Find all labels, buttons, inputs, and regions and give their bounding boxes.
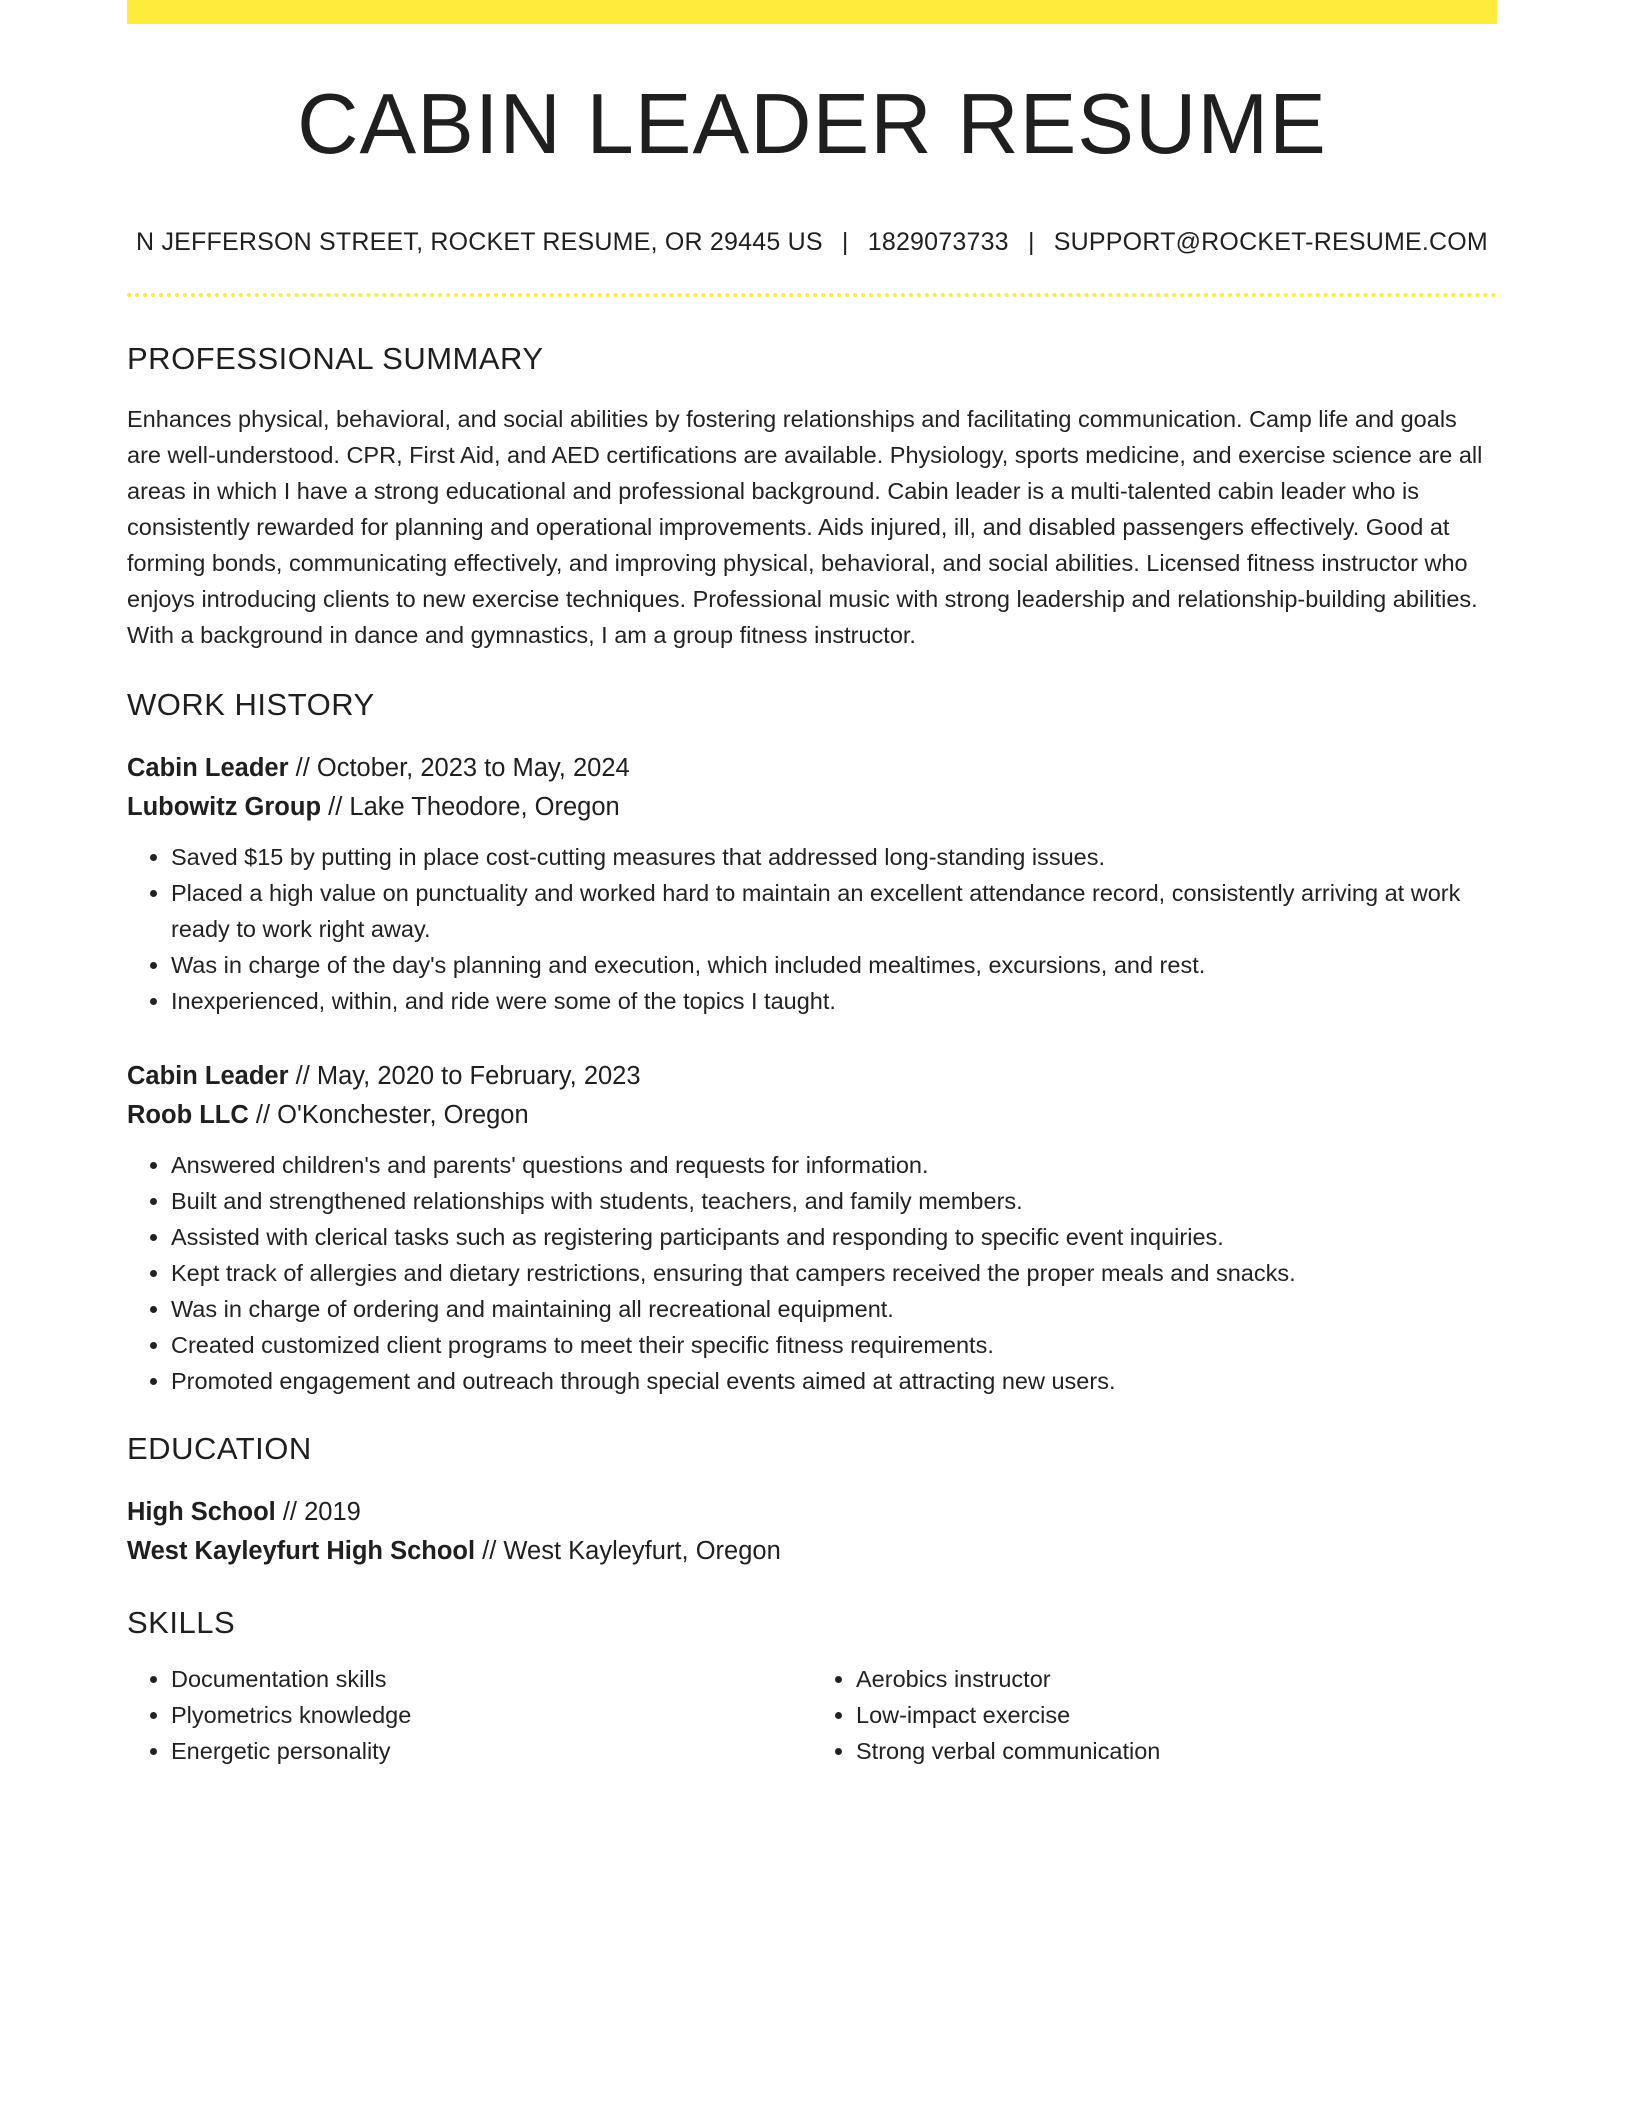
top-accent-bar [127,0,1497,24]
job-bullet: • Placed a high value on punctuality and worked hard to maintain an excellent attendance record, consistently arriving at work ready to work right away. [171,875,1497,947]
job-location: // Lake Theodore, Oregon [321,792,620,821]
skill-item: • Plyometrics knowledge [171,1697,812,1733]
job-bullet: • Answered children's and parents' questions and requests for information. [171,1147,1497,1183]
skill-item: • Energetic personality [171,1733,812,1769]
education-heading: EDUCATION [127,1430,312,1466]
job-bullet: • Was in charge of ordering and maintaining all recreational equipment. [171,1291,1497,1327]
job-title-line [127,749,1497,788]
education-school: West Kayleyfurt High School [127,1536,476,1565]
education-year: // 2019 [275,1497,361,1526]
resume-page [127,0,1497,1769]
job-dates: // May, 2020 to February, 2023 [288,1061,641,1090]
skill-item: • Low-impact exercise [856,1697,1497,1733]
contact-address: N JEFFERSON STREET, ROCKET RESUME, OR 29445 US [136,227,823,256]
contact-phone: 1829073733 [867,227,1009,256]
job-entry [127,1057,1497,1399]
skills-right-column [812,1661,1497,1769]
skill-item: • Strong verbal communication [856,1733,1497,1769]
job-bullet: • Saved $15 by putting in place cost-cutting measures that addressed long-standing issues. [171,839,1497,875]
contact-separator: | [841,227,849,256]
skills-heading: SKILLS [127,1604,236,1640]
job-company-line [127,1096,1497,1135]
education-entry [127,1493,1497,1571]
job-bullets [127,1147,1497,1399]
job-title: Cabin Leader [127,1061,289,1090]
job-bullet: • Kept track of allergies and dietary restrictions, ensuring that campers received the proper meals and snacks. [171,1255,1497,1291]
job-bullet: • Created customized client programs to meet their specific fitness requirements. [171,1327,1497,1363]
contact-separator: | [1027,227,1035,256]
job-bullet: • Promoted engagement and outreach through special events aimed at attracting new users. [171,1363,1497,1399]
job-bullet: • Assisted with clerical tasks such as registering participants and responding to specific event inquiries. [171,1219,1497,1255]
resume-title: CABIN LEADER RESUME [297,77,1327,172]
contact-line [127,228,1497,257]
summary-text: Enhances physical, behavioral, and social abilities by fostering relationships and facilitating communication. Camp life and goals are well-understood. CPR, First Aid, and AED certifications are available. Physiology, sports medicine, and exercise science are all areas in which I have a strong educational and professional background. Cabin leader is a multi-talented cabin leader who is consistently rewarded for planning and operational improvements. Aids injured, ill, and disabled passengers effectively. Good at forming bonds, communicating effectively, and improving physical, behavioral, and social abilities. Licensed fitness instructor who enjoys introducing clients to new exercise techniques. Professional music with strong leadership and relationship-building abilities. With a background in dance and gymnastics, I am a group fitness instructor. [127,405,1483,648]
education-location: // West Kayleyfurt, Oregon [475,1536,781,1565]
job-company-line [127,788,1497,827]
job-company: Roob LLC [127,1100,249,1129]
job-dates: // October, 2023 to May, 2024 [288,753,630,782]
education-degree-line [127,1493,1497,1532]
education-degree: High School [127,1497,276,1526]
job-bullet: • Built and strengthened relationships with students, teachers, and family members. [171,1183,1497,1219]
skills-left-column [127,1661,812,1769]
job-entry [127,749,1497,1019]
summary-heading: PROFESSIONAL SUMMARY [127,340,544,376]
work-history-heading: WORK HISTORY [127,686,375,722]
contact-email: SUPPORT@ROCKET-RESUME.COM [1053,227,1488,256]
job-title: Cabin Leader [127,753,289,782]
skill-item: • Aerobics instructor [856,1661,1497,1697]
skill-item: • Documentation skills [171,1661,812,1697]
job-bullets [127,839,1497,1019]
job-title-line [127,1057,1497,1096]
job-bullet: • Inexperienced, within, and ride were some of the topics I taught. [171,983,1497,1019]
job-bullet: • Was in charge of the day's planning and execution, which included mealtimes, excursions, and rest. [171,947,1497,983]
skills-columns [127,1661,1497,1769]
education-school-line [127,1532,1497,1571]
header-divider [127,293,1497,297]
job-location: // O'Konchester, Oregon [248,1100,529,1129]
job-company: Lubowitz Group [127,792,322,821]
